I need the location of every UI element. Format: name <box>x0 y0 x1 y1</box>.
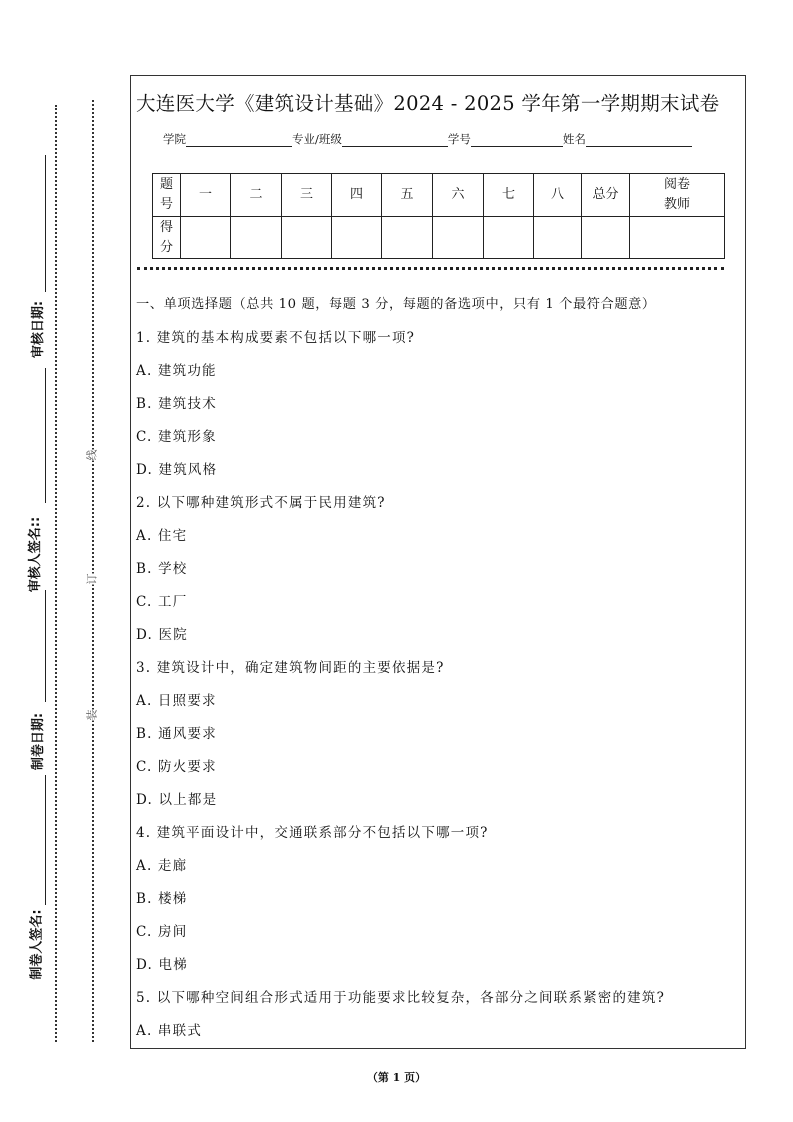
col-6: 六 <box>433 174 484 217</box>
score-cell[interactable] <box>582 217 630 259</box>
section-heading: 一、单项选择题（总共 10 题，每题 3 分，每题的备选项中，只有 1 个最符合题意） <box>136 297 656 312</box>
score-row <box>153 217 725 259</box>
staple-mark: 订 <box>85 573 99 585</box>
signature-line <box>45 368 46 503</box>
grader-cell[interactable] <box>630 217 725 259</box>
header-char: 题 <box>159 177 173 192</box>
answer-option[interactable]: B. 通风要求 <box>136 726 217 742</box>
grader-header: 阅卷 <box>663 177 690 192</box>
maker-signature-label: 制卷人签名: <box>29 909 45 980</box>
answer-option[interactable]: A. 走廊 <box>136 858 188 874</box>
col-1: 一 <box>181 174 231 217</box>
name-field[interactable] <box>586 132 692 147</box>
score-cell[interactable] <box>433 217 484 259</box>
signature-line <box>45 155 46 292</box>
page-number: （第 1 页） <box>366 1071 427 1084</box>
student-id-label: 学号 <box>447 132 471 146</box>
answer-option[interactable]: D. 电梯 <box>136 957 188 973</box>
score-table <box>152 173 725 259</box>
review-date-label: 审核日期: <box>31 300 47 359</box>
student-id-field[interactable] <box>471 132 563 147</box>
col-2: 二 <box>231 174 282 217</box>
question-stem: 5. 以下哪种空间组合形式适用于功能要求比较复杂，各部分之间联系紧密的建筑? <box>136 990 666 1006</box>
dotted-separator <box>137 267 724 270</box>
answer-option[interactable]: D. 以上都是 <box>136 792 218 808</box>
college-label: 学院 <box>163 132 186 146</box>
col-5: 五 <box>382 174 433 217</box>
answer-option[interactable]: A. 串联式 <box>136 1023 203 1039</box>
answer-option[interactable]: B. 学校 <box>136 561 188 577</box>
score-cell[interactable] <box>231 217 282 259</box>
major-class-field[interactable] <box>342 132 448 147</box>
answer-option[interactable]: B. 楼梯 <box>136 891 188 907</box>
answer-option[interactable]: A. 日照要求 <box>136 693 217 709</box>
exam-title: 大连医大学《建筑设计基础》2024 - 2025 学年第一学期期末试卷 <box>136 92 720 115</box>
score-cell[interactable] <box>332 217 382 259</box>
answer-option[interactable]: A. 建筑功能 <box>136 363 217 379</box>
grader-header: 教师 <box>663 197 690 212</box>
col-7: 七 <box>484 174 534 217</box>
score-cell[interactable] <box>181 217 231 259</box>
header-char: 得 <box>159 219 173 235</box>
score-cell[interactable] <box>484 217 534 259</box>
reviewer-signature-label: 审核人签名:: <box>28 516 44 593</box>
question-stem: 1. 建筑的基本构成要素不包括以下哪一项? <box>136 330 416 346</box>
header-char: 分 <box>159 239 173 255</box>
answer-option[interactable]: B. 建筑技术 <box>136 396 217 412</box>
outer-dotted-line <box>55 105 57 1042</box>
make-date-label: 制卷日期: <box>31 712 47 771</box>
col-4: 四 <box>332 174 382 217</box>
answer-option[interactable]: D. 建筑风格 <box>136 462 218 478</box>
signature-line <box>45 775 46 905</box>
college-field[interactable] <box>186 132 292 147</box>
inner-dotted-line <box>92 100 94 1042</box>
major-class-label: 专业/班级 <box>292 132 342 146</box>
question-stem: 3. 建筑设计中，确定建筑物间距的主要依据是? <box>136 660 445 676</box>
answer-option[interactable]: C. 防火要求 <box>136 759 217 775</box>
col-8: 八 <box>534 174 582 217</box>
name-label: 姓名 <box>562 132 586 146</box>
col-total: 总分 <box>582 174 630 217</box>
answer-option[interactable]: C. 建筑形象 <box>136 429 217 445</box>
bind-mark: 装 <box>85 709 99 721</box>
answer-option[interactable]: A. 住宅 <box>136 528 188 544</box>
header-char: 号 <box>159 197 173 212</box>
question-stem: 2. 以下哪种建筑形式不属于民用建筑? <box>136 495 386 511</box>
answer-option[interactable]: D. 医院 <box>136 627 188 643</box>
score-cell[interactable] <box>534 217 582 259</box>
score-cell[interactable] <box>382 217 433 259</box>
answer-option[interactable]: C. 工厂 <box>136 594 188 610</box>
score-cell[interactable] <box>282 217 332 259</box>
question-stem: 4. 建筑平面设计中，交通联系部分不包括以下哪一项? <box>136 825 489 841</box>
answer-option[interactable]: C. 房间 <box>136 924 188 940</box>
question-number-row <box>153 174 725 217</box>
col-3: 三 <box>282 174 332 217</box>
student-info-row <box>163 131 692 147</box>
signature-line <box>45 590 46 702</box>
line-mark: 线 <box>85 449 99 461</box>
